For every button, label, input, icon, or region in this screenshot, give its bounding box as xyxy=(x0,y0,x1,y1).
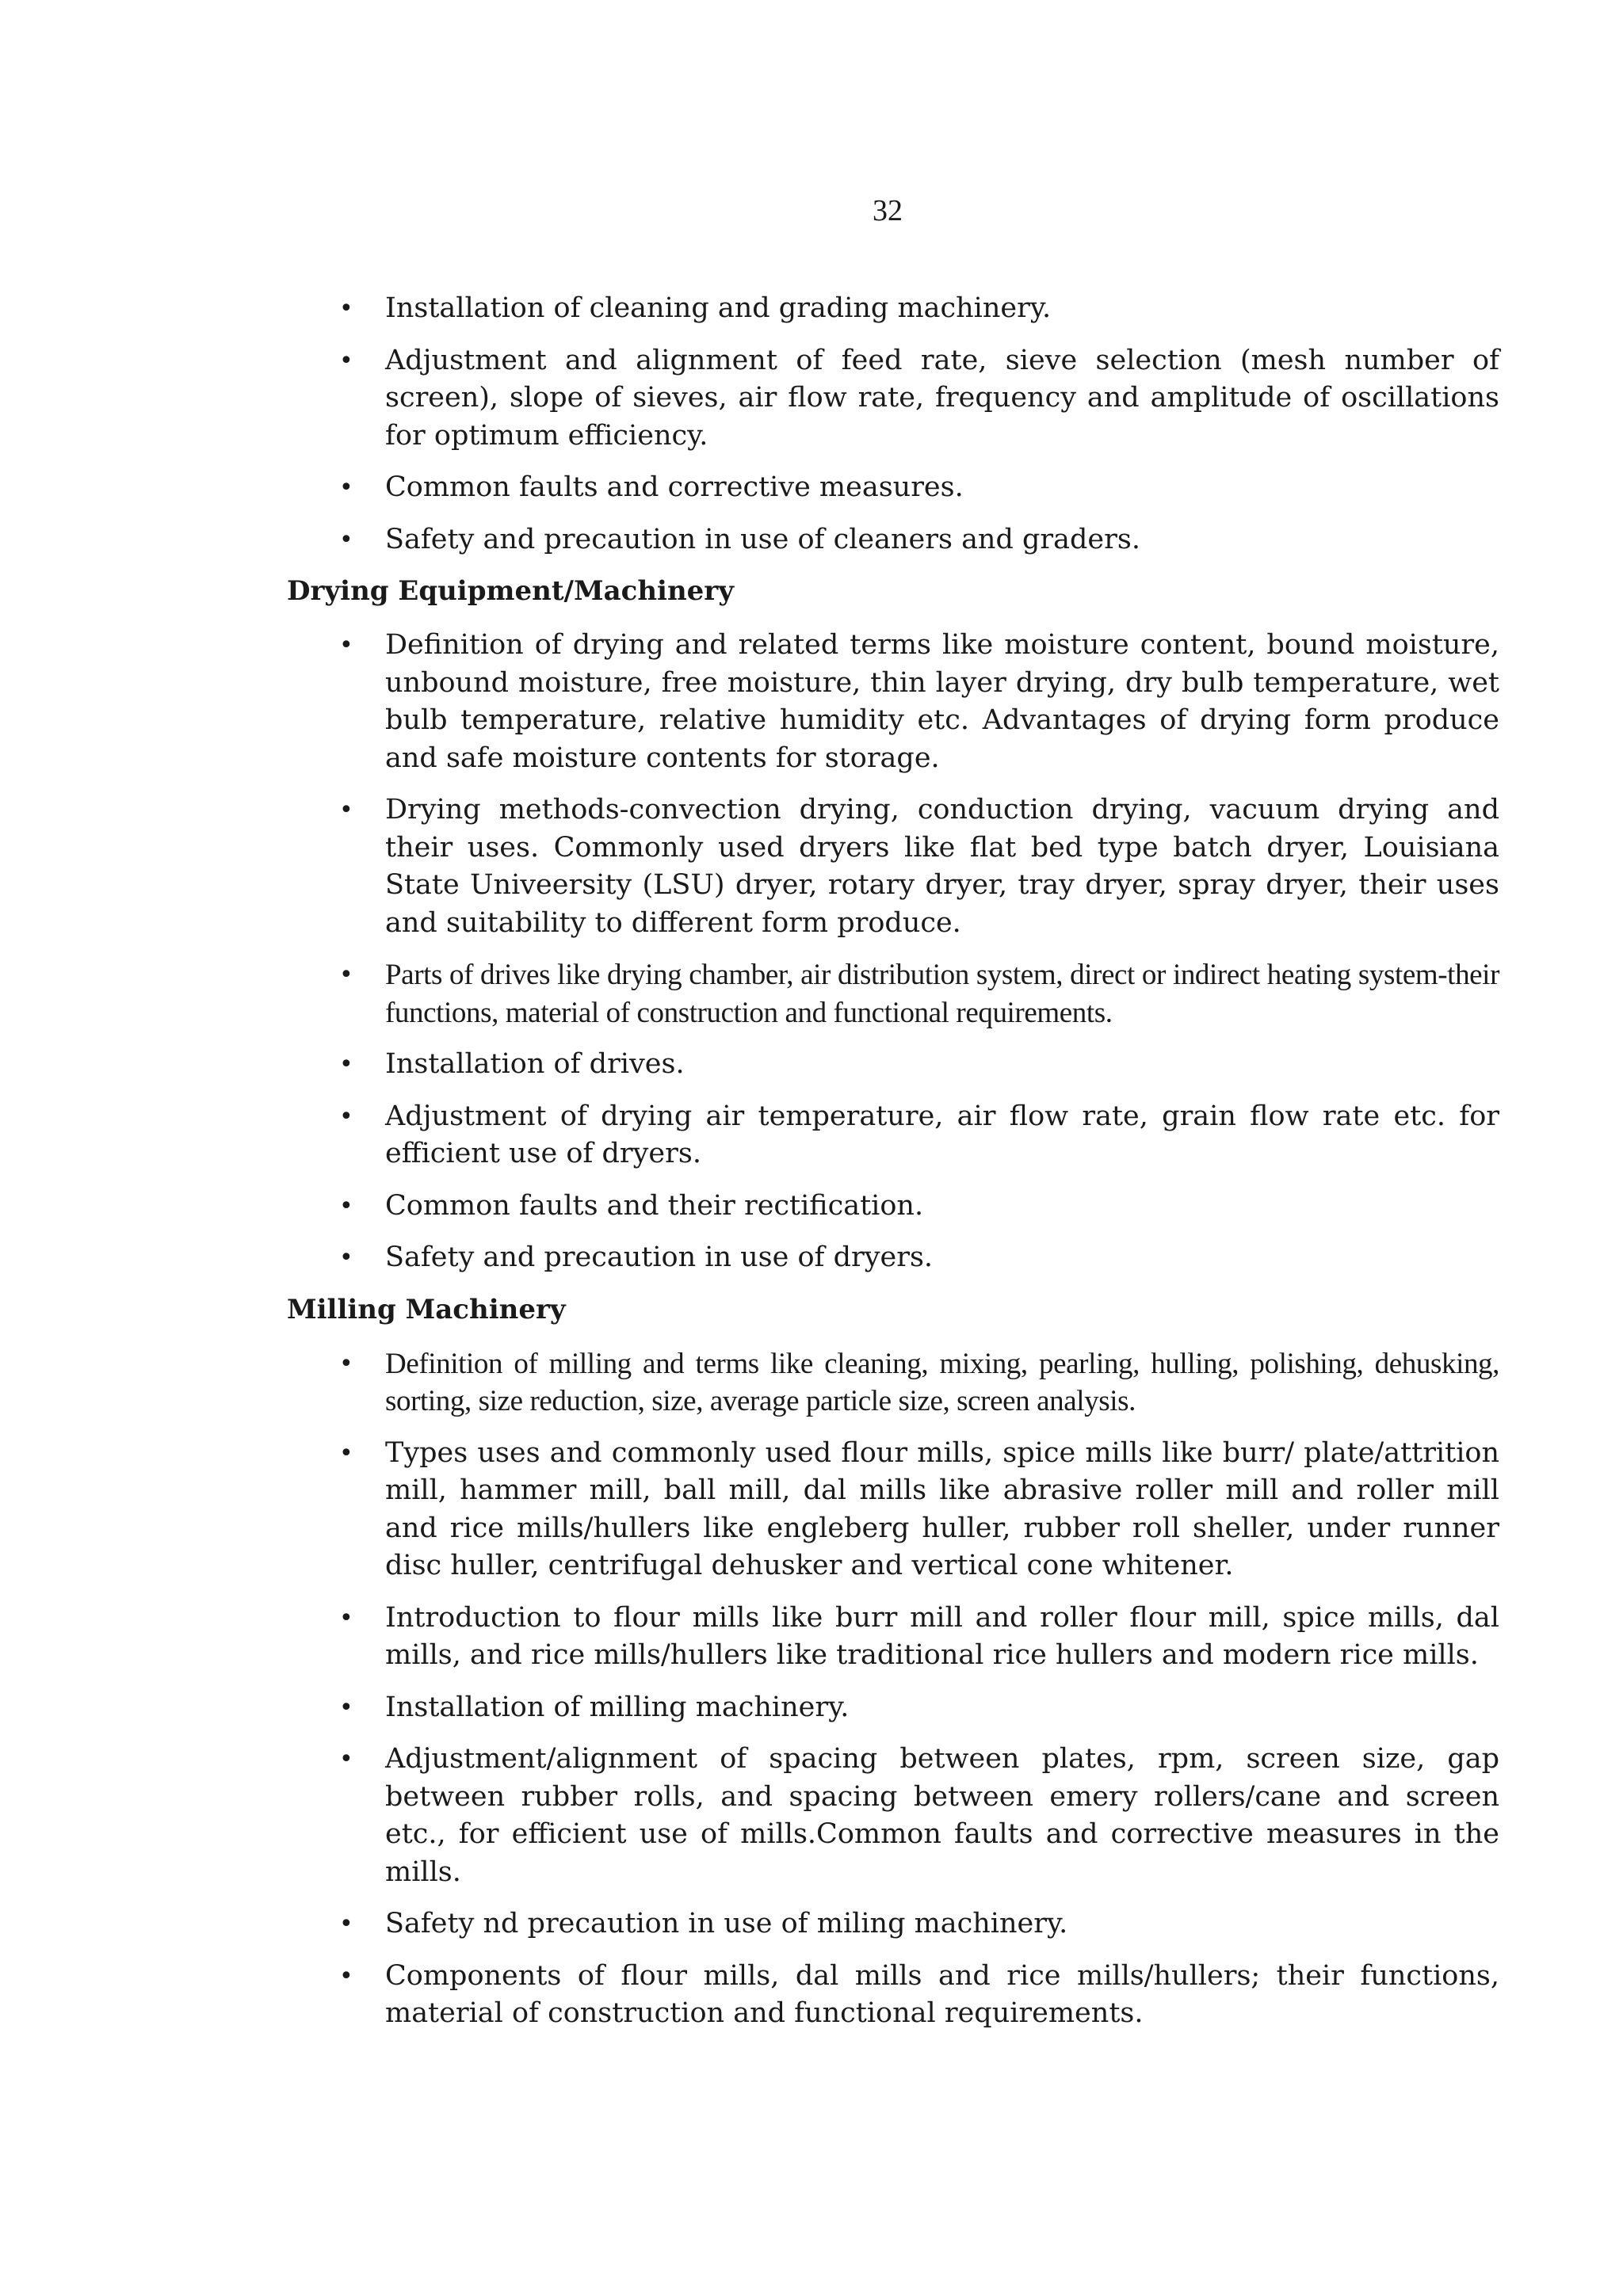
bullet-icon: • xyxy=(339,631,353,659)
list-item xyxy=(339,627,1499,777)
list-item xyxy=(339,1435,1499,1585)
page-content xyxy=(287,290,1499,2047)
bullet-icon: • xyxy=(339,1244,353,1272)
list-item xyxy=(339,342,1499,456)
list-item-text: Installation of drives. xyxy=(385,1048,685,1080)
list-item-text: Introduction to flour mills like burr mill and roller flour mill, spice mills, dal mills, and rice mills/hullers like traditional rice hullers and modern rice mills. xyxy=(385,1601,1499,1671)
list-item xyxy=(339,1098,1499,1173)
list-item-text: Parts of drives like drying chamber, air distribution system, direct or indirect heating system-their functions, material of construction and functional requirements. xyxy=(385,959,1499,1029)
list-item xyxy=(339,1905,1499,1943)
list-item-text: Definition of milling and terms like cleaning, mixing, pearling, hulling, polishing, dehusking, sorting, size reduction, size, average particle size, screen analysis. xyxy=(385,1347,1499,1417)
bullet-icon: • xyxy=(339,1962,353,1990)
list-item xyxy=(339,469,1499,507)
bullet-icon: • xyxy=(339,346,353,375)
list-item xyxy=(339,956,1499,1032)
list-item-text: Drying methods-convection drying, conduction drying, vacuum drying and their uses. Commonly used dryers like flat bed type batch dryer, Louisiana State Univeersity (LSU) dryer, rotary dryer, tray dryer, spray dryer, their uses and suitability to different form produce. xyxy=(385,794,1499,939)
bullet-icon: • xyxy=(339,1349,353,1378)
bullet-icon: • xyxy=(339,474,353,502)
bullet-icon: • xyxy=(339,796,353,824)
list-item xyxy=(339,1046,1499,1084)
bullet-icon: • xyxy=(339,1604,353,1632)
list-item-text: Types uses and commonly used flour mills, spice mills like burr/ plate/attrition mill, hammer mill, ball mill, dal mills like abrasive roller mill and roller mill and rice mills/hullers like engleberg huller, rubber roll sheller, under runner disc huller, centrifugal dehusker and vertical cone whitener. xyxy=(385,1436,1499,1581)
list-item-text: Components of flour mills, dal mills and rice mills/hullers; their functions, material of construction and functional requirements. xyxy=(385,1959,1499,2029)
list-item-text: Adjustment and alignment of feed rate, sieve selection (mesh number of screen), slope of sieves, air flow rate, frequency and amplitude of oscillations for optimum efficiency. xyxy=(385,344,1499,452)
drying-bullet-list xyxy=(287,627,1499,1277)
list-item-text: Installation of cleaning and grading machinery. xyxy=(385,292,1052,324)
list-item-text: Safety nd precaution in use of miling machinery. xyxy=(385,1908,1068,1939)
bullet-icon: • xyxy=(339,1192,353,1220)
list-item xyxy=(339,1600,1499,1675)
list-item-text: Common faults and corrective measures. xyxy=(385,471,964,503)
section-heading-milling: Milling Machinery xyxy=(287,1293,566,1325)
list-item xyxy=(339,521,1499,559)
bullet-icon: • xyxy=(339,525,353,554)
page-number: 32 xyxy=(873,194,903,227)
list-item xyxy=(339,1345,1499,1421)
list-item-text: Definition of drying and related terms like moisture content, bound moisture, unbound moisture, free moisture, thin layer drying, dry bulb temperature, wet bulb temperature, relative humidity etc. Advantages of drying form produce and safe moisture contents for storage. xyxy=(385,629,1499,774)
milling-bullet-list xyxy=(287,1345,1499,2033)
list-item xyxy=(339,290,1499,328)
bullet-icon: • xyxy=(339,961,353,989)
list-item xyxy=(339,791,1499,942)
list-item-text: Safety and precaution in use of cleaners and graders. xyxy=(385,523,1140,555)
bullet-icon: • xyxy=(339,1102,353,1131)
list-item-text: Adjustment of drying air temperature, air flow rate, grain flow rate etc. for efficient use of dryers. xyxy=(385,1100,1499,1169)
list-item xyxy=(339,1689,1499,1727)
bullet-icon: • xyxy=(339,1745,353,1773)
list-item-text: Adjustment/alignment of spacing between plates, rpm, screen size, gap between rubber rolls, and spacing between emery rollers/cane and screen etc., for efficient use of mills.Common faults and corrective measures in the mills. xyxy=(385,1743,1499,1888)
bullet-icon: • xyxy=(339,295,353,322)
section-heading-drying: Drying Equipment/Machinery xyxy=(287,575,734,607)
list-item-text: Installation of milling machinery. xyxy=(385,1691,850,1723)
list-item xyxy=(339,1958,1499,2033)
bullet-icon: • xyxy=(339,1051,353,1078)
list-item xyxy=(339,1188,1499,1226)
list-item-text: Common faults and their rectification. xyxy=(385,1189,924,1222)
intro-bullet-list xyxy=(287,290,1499,559)
list-item-text: Safety and precaution in use of dryers. xyxy=(385,1241,934,1273)
bullet-icon: • xyxy=(339,1910,353,1938)
list-item xyxy=(339,1239,1499,1277)
bullet-icon: • xyxy=(339,1439,353,1467)
bullet-icon: • xyxy=(339,1693,353,1722)
list-item xyxy=(339,1741,1499,1891)
